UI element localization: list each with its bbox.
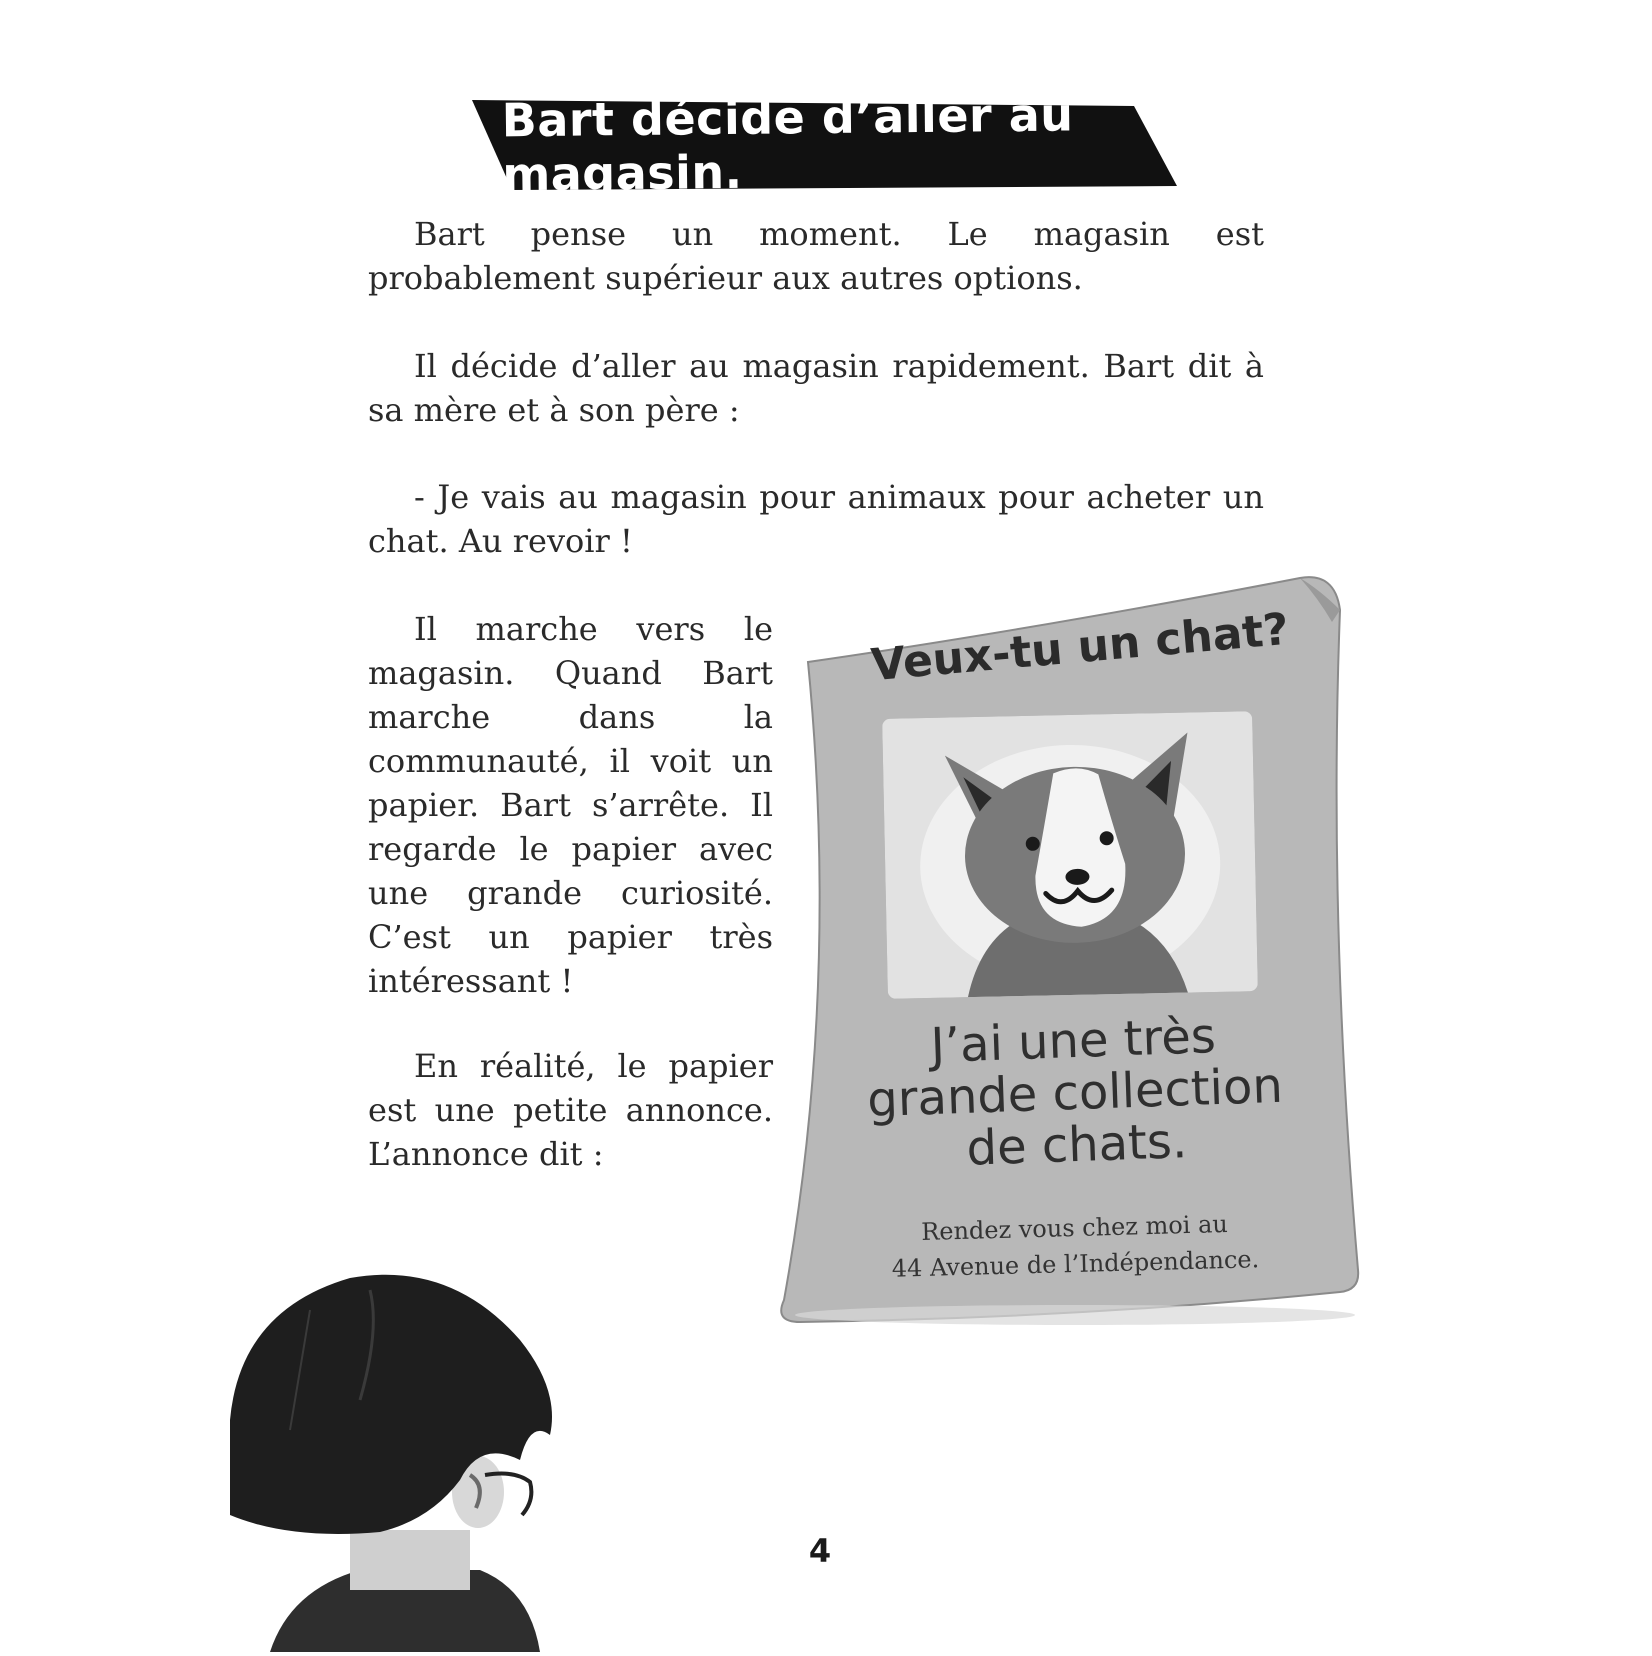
page-number: 4: [808, 1532, 832, 1570]
story-paragraph-4: Il marche vers le magasin. Quand Bart marche dans la communauté, il voit un papier. Bart s’arrête. Il regarde le papier avec une grande curiosité. C’est un papier très intéressant !: [368, 610, 773, 1000]
boy-icon: [230, 1270, 590, 1652]
poster-headline-line-1: J’ai une très: [929, 1008, 1217, 1074]
chapter-heading: [472, 87, 1177, 202]
poster-headline-line-3: de chats.: [965, 1113, 1189, 1177]
boy-illustration: [230, 1270, 590, 1652]
cat-photo: [882, 711, 1258, 999]
story-paragraph-2: Il décide d’aller au magasin rapidement. Bart dit à sa mère et à son père :: [368, 347, 1264, 429]
poster-address: [839, 1204, 1311, 1288]
poster-headline: [832, 1007, 1317, 1180]
chapter-title: Bart décide d’aller au magasin.: [501, 87, 1074, 202]
poster-footer-line-2: 44 Avenue de l’Indépendance.: [891, 1245, 1260, 1283]
cat-poster: [780, 570, 1370, 1340]
poster-headline-line-2: grande collection: [866, 1057, 1284, 1129]
story-paragraph-5: En réalité, le papier est une petite annonce. L’annonce dit :: [368, 1047, 773, 1173]
story-paragraph-3: - Je vais au magasin pour animaux pour acheter un chat. Au revoir !: [368, 478, 1264, 560]
poster-title: Veux-tu un chat?: [869, 603, 1291, 692]
story-paragraph-1: Bart pense un moment. Le magasin est probablement supérieur aux autres options.: [368, 215, 1264, 297]
cat-icon: [882, 711, 1258, 999]
poster-footer-line-1: Rendez vous chez moi au: [920, 1209, 1229, 1247]
